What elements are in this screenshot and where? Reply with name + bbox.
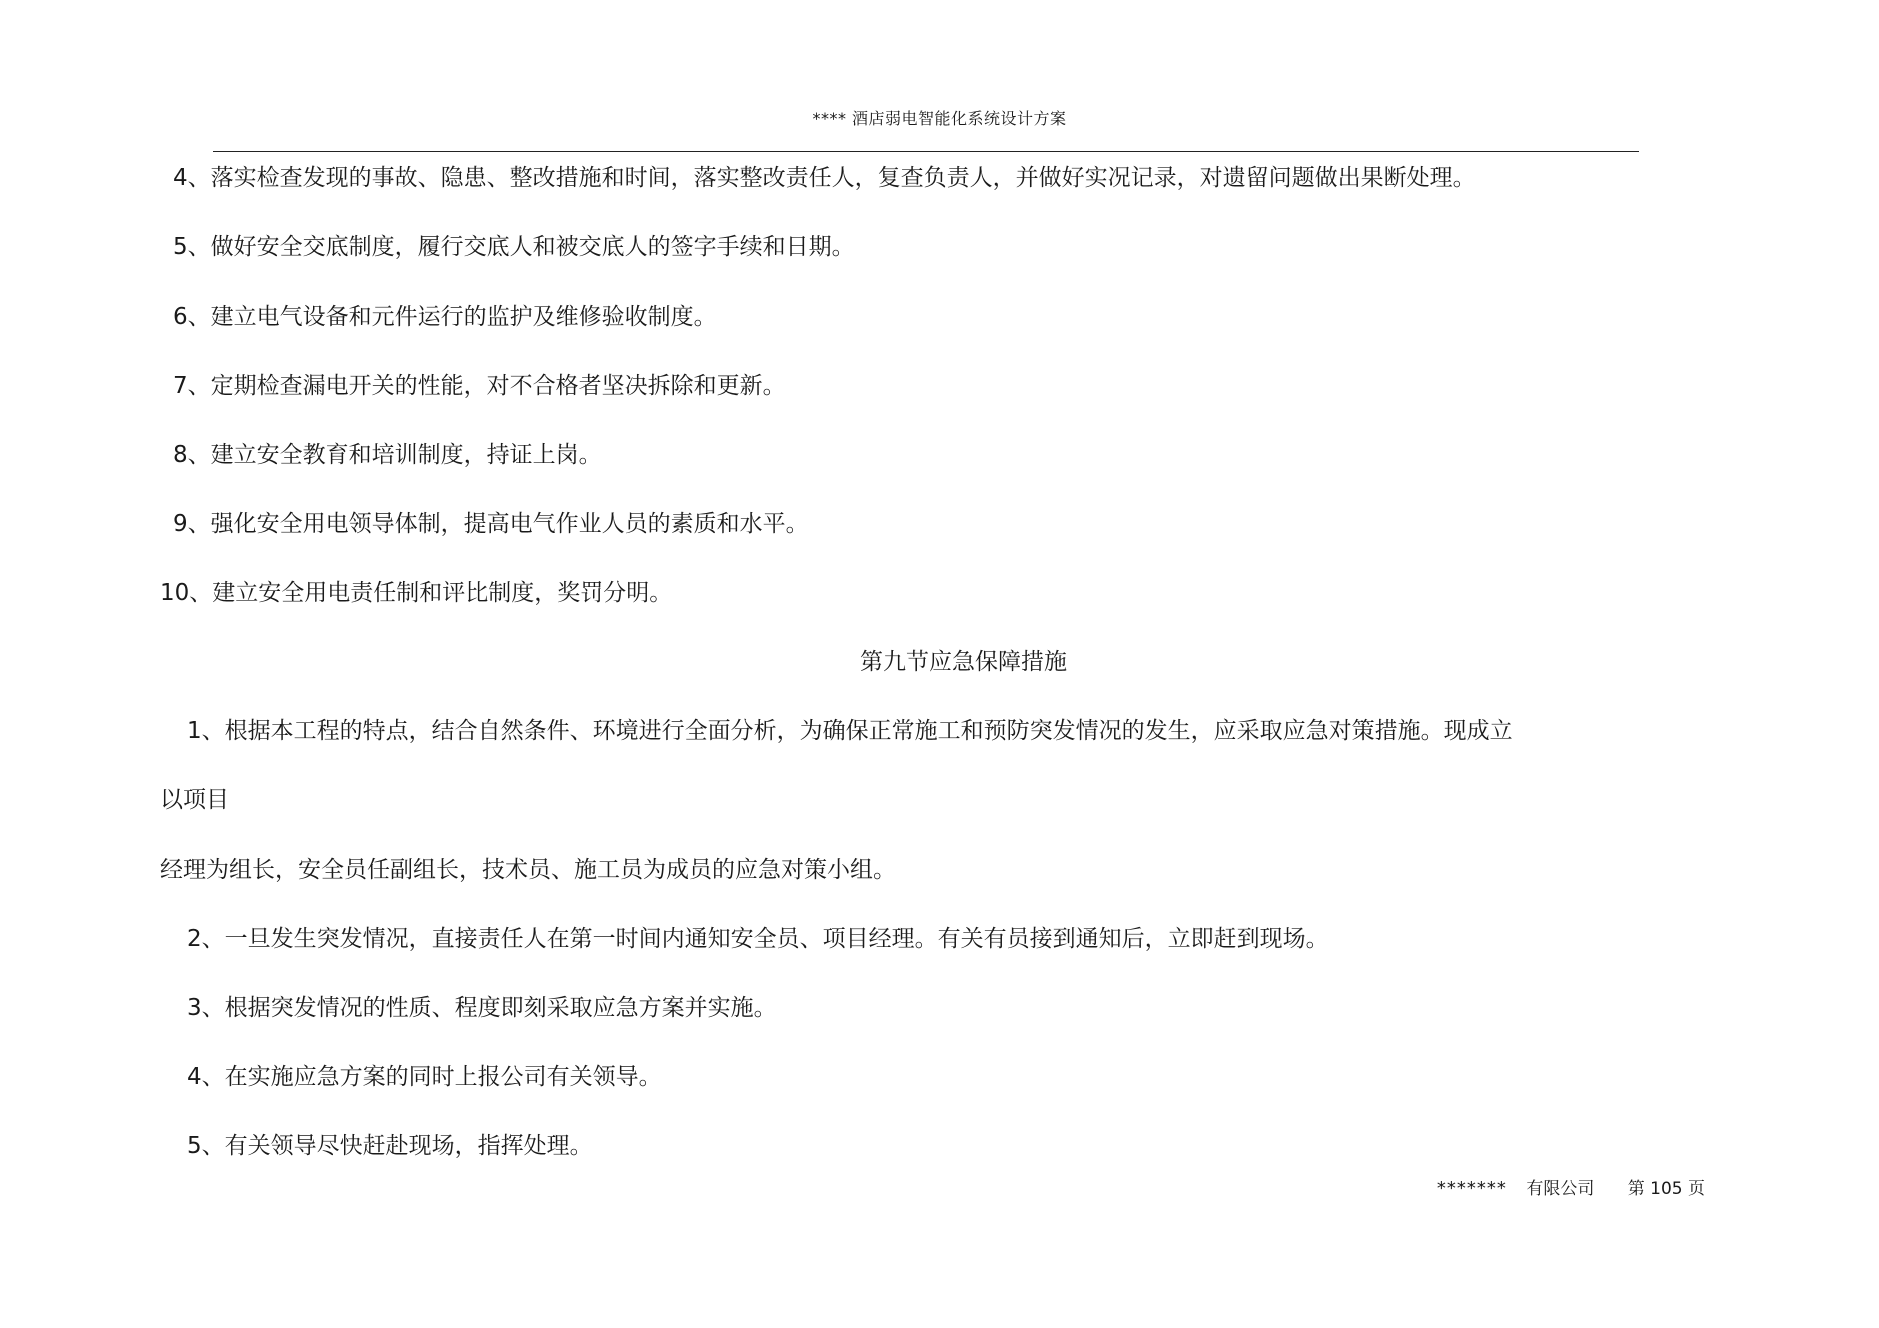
paragraph-line: 4、落实检查发现的事故、隐患、整改措施和时间，落实整改责任人，复查负责人，并做好实况记录，对遗留问题做出果断处理。 — [173, 165, 1476, 191]
paragraph-line: 以项目 — [160, 787, 229, 813]
footer-company-name: 有限公司 — [1526, 1179, 1595, 1199]
paragraph-line: 2、一旦发生突发情况，直接责任人在第一时间内通知安全员、项目经理。有关有员接到通知后，立即赶到现场。 — [187, 926, 1329, 952]
paragraph-line: 4、在实施应急方案的同时上报公司有关领导。 — [187, 1064, 662, 1090]
paragraph-line: 9、强化安全用电领导体制，提高电气作业人员的素质和水平。 — [173, 511, 809, 537]
paragraph-line: 8、建立安全教育和培训制度，持证上岗。 — [173, 442, 602, 468]
paragraph-line: 经理为组长，安全员任副组长，技术员、施工员为成员的应急对策小组。 — [160, 857, 896, 883]
document-header: **** 酒店弱电智能化系统设计方案 — [812, 109, 1067, 128]
paragraph-line: 3、根据突发情况的性质、程度即刻采取应急方案并实施。 — [187, 995, 777, 1021]
paragraph-line: 5、有关领导尽快赶赴现场，指挥处理。 — [187, 1133, 593, 1159]
footer-company-prefix: ******* — [1436, 1178, 1507, 1199]
paragraph-line: 7、定期检查漏电开关的性能，对不合格者坚决拆除和更新。 — [173, 373, 786, 399]
page-footer — [1437, 1174, 1705, 1199]
header-divider — [213, 151, 1639, 152]
paragraph-line: 1、根据本工程的特点，结合自然条件、环境进行全面分析，为确保正常施工和预防突发情况的发生，应采取应急对策措施。现成立 — [187, 718, 1513, 744]
paragraph-line: 10、建立安全用电责任制和评比制度，奖罚分明。 — [160, 580, 673, 606]
section-title: 第九节应急保障措施 — [860, 649, 1067, 675]
paragraph-line: 5、做好安全交底制度，履行交底人和被交底人的签字手续和日期。 — [173, 234, 855, 260]
footer-page-number: 第 105 页 — [1627, 1179, 1705, 1199]
paragraph-line: 6、建立电气设备和元件运行的监护及维修验收制度。 — [173, 304, 717, 330]
